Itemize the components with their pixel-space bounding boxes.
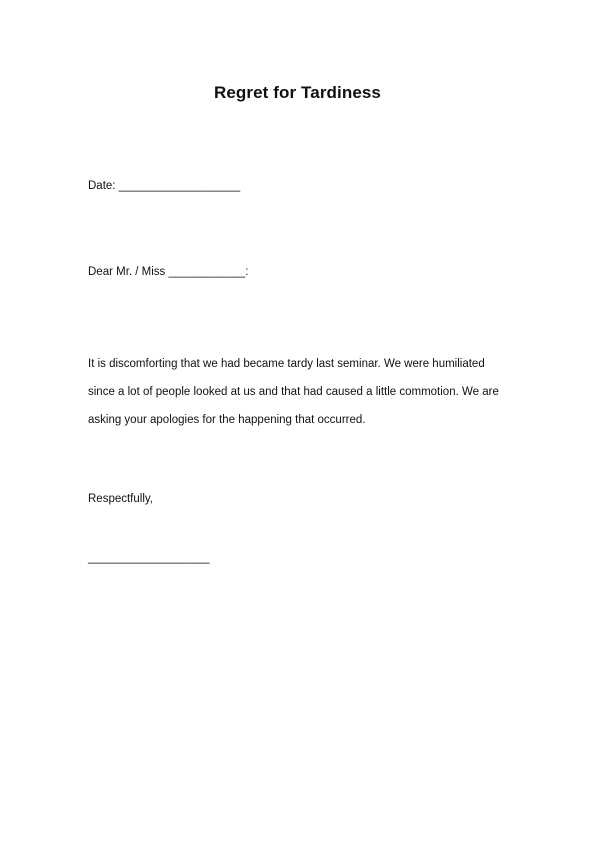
closing-line: Respectfully, [88, 493, 153, 505]
document-title: Regret for Tardiness [213, 83, 381, 102]
letter-body [88, 350, 518, 434]
body-line: asking your apologies for the happening that occurred. [88, 414, 366, 426]
body-line: It is discomforting that we had became tardy last seminar. We were humiliated [88, 358, 485, 370]
signature-line: ___________________ [88, 552, 210, 564]
date-line: Date: ___________________ [88, 180, 241, 192]
salutation-line: Dear Mr. / Miss ____________: [88, 266, 249, 278]
body-line: since a lot of people looked at us and that had caused a little commotion. We are [88, 386, 499, 398]
